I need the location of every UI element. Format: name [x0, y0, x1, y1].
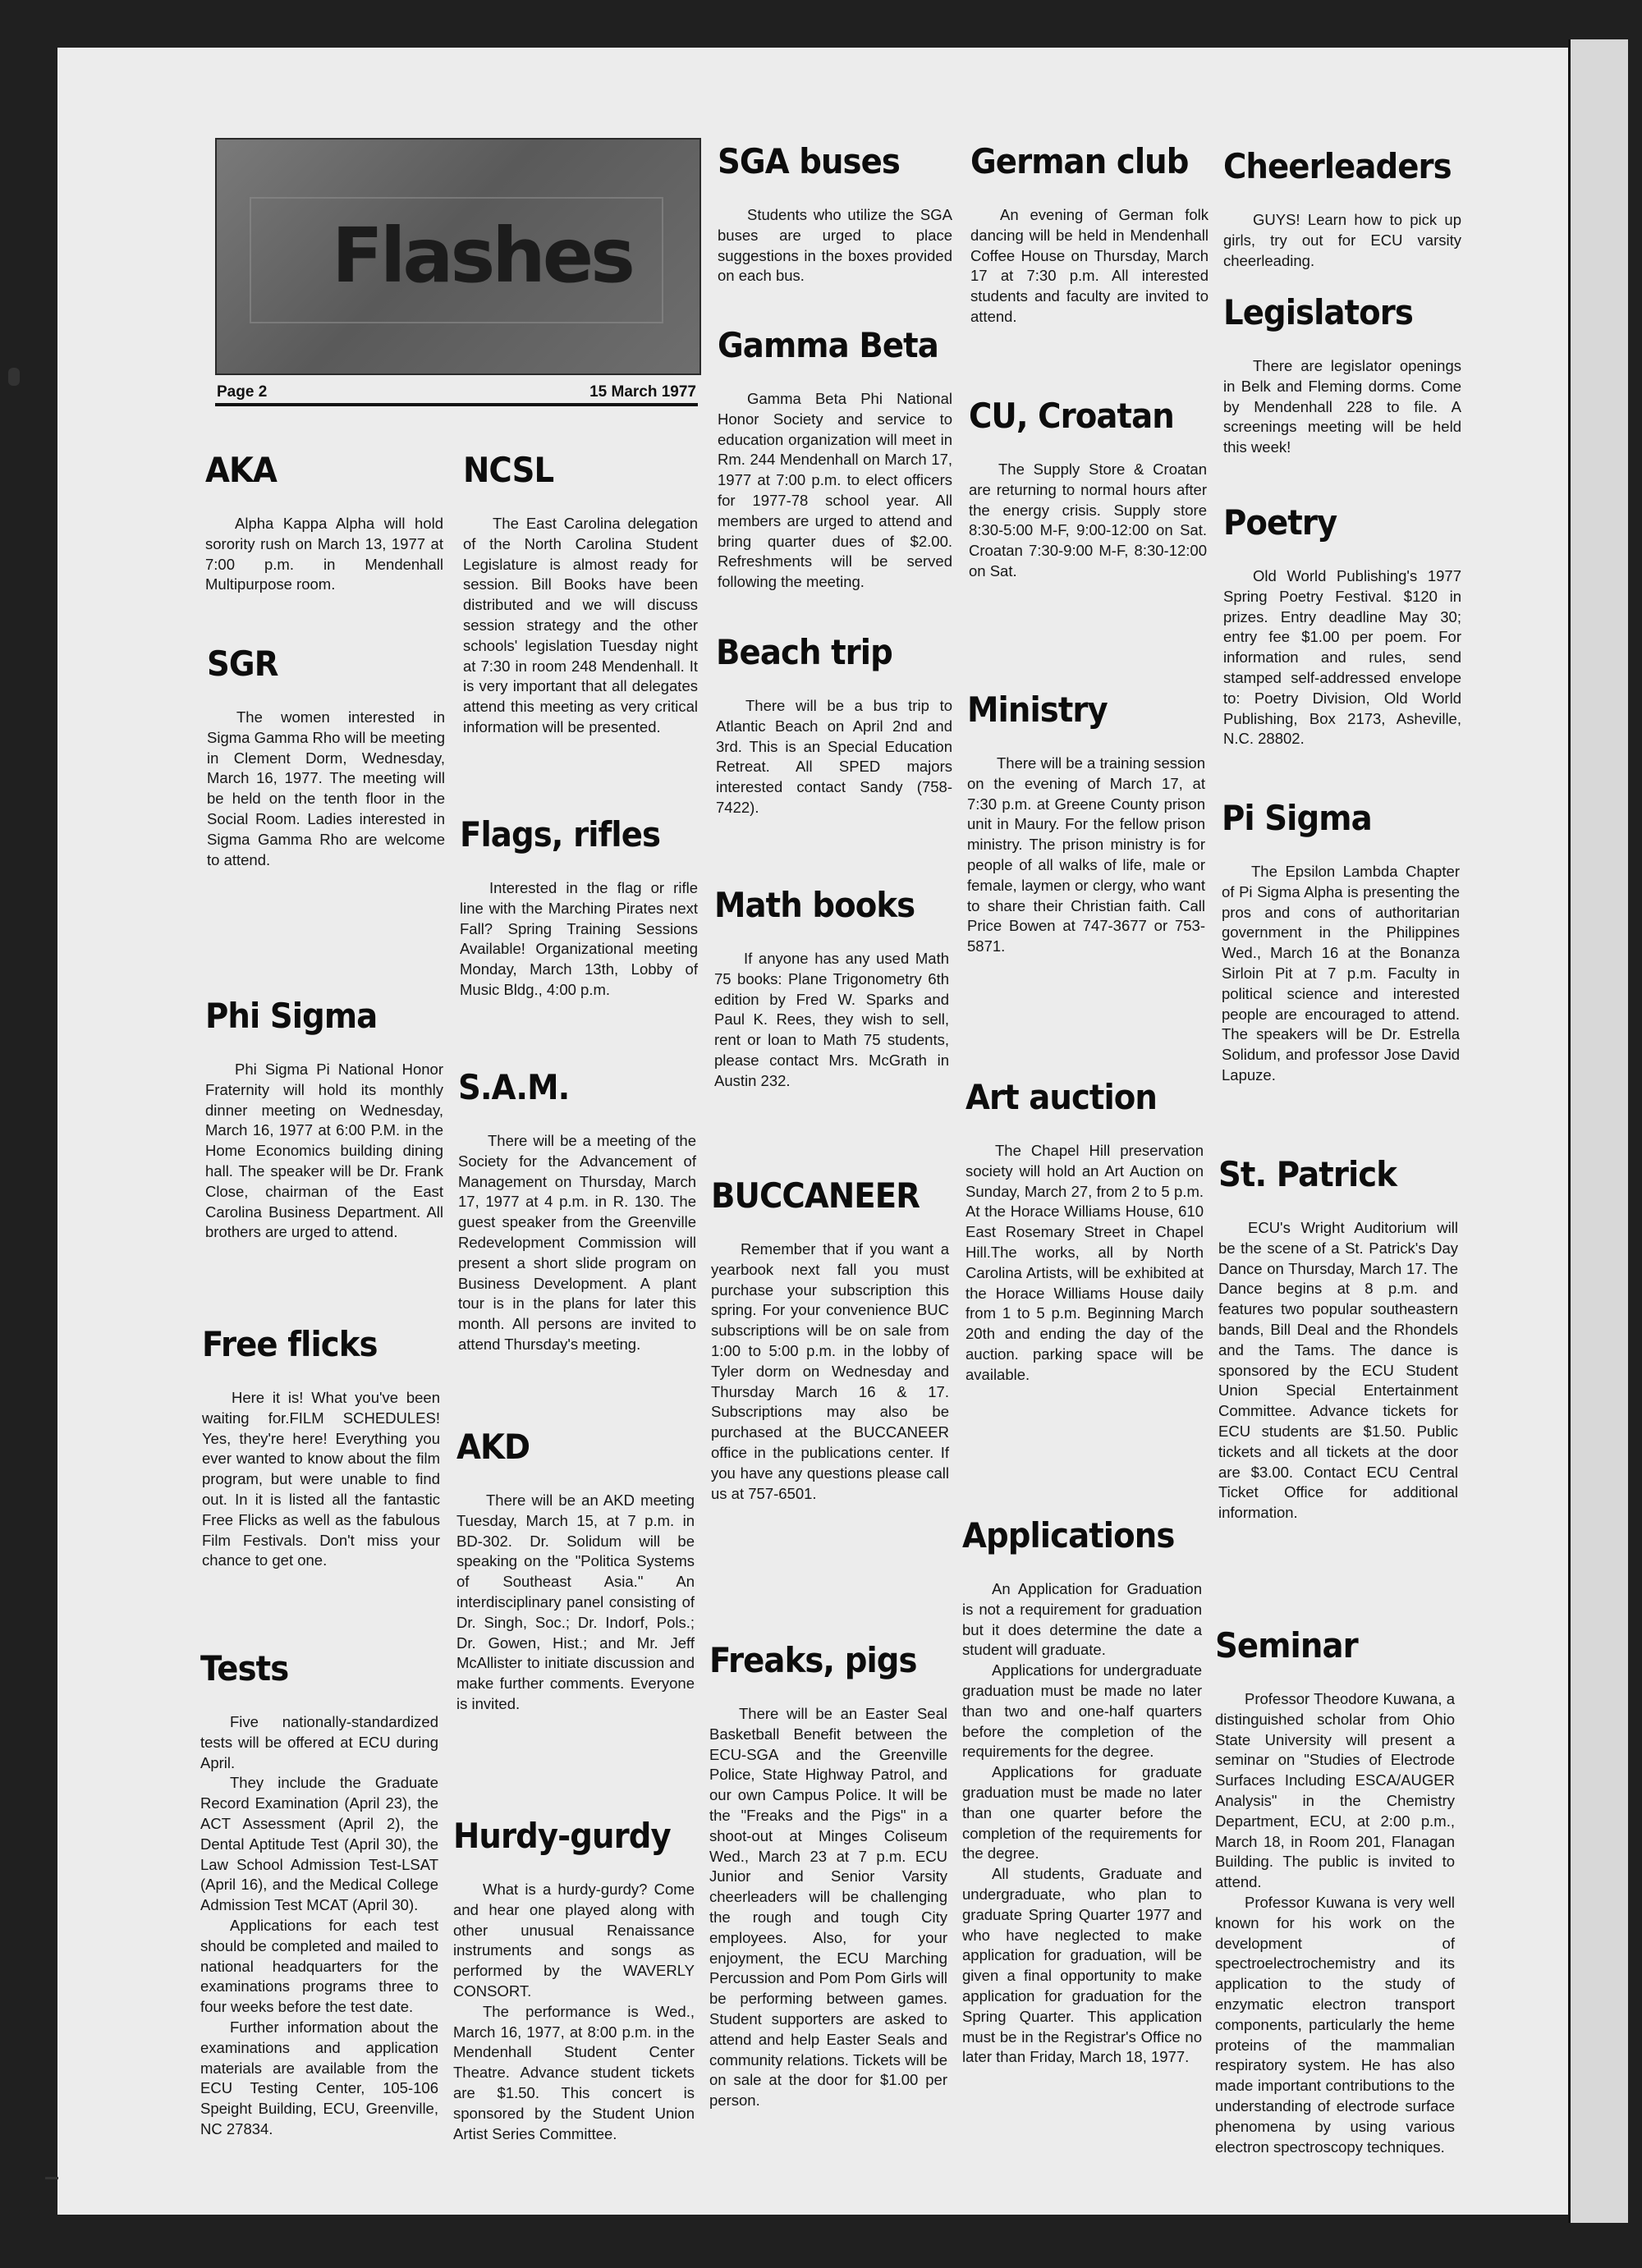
article-title: Flags, rifles [460, 814, 661, 855]
article-body: Remember that if you want a yearbook next fall you must purchase your subscription this spring. For your convenience BUC subscriptions will be on sale from 1:00 to 5:00 p.m. in the lobby of Tyler dorm on Wednesday and Thursday March 16 & 17. Subscriptions may also be purchased at the BUCCANEER office in the publications center. If you have any questions please call us at 757-6501. [711, 1240, 949, 1502]
article-title: NCSL [463, 450, 554, 490]
article-legislators [1223, 292, 1461, 458]
article-title: German club [970, 141, 1189, 181]
article-ministry [967, 690, 1205, 957]
article-german-club [970, 141, 1209, 328]
article-free-flicks [202, 1324, 440, 1571]
article-cheerleaders [1223, 146, 1461, 271]
article-title: CU, Croatan [969, 396, 1174, 436]
article-buccaneer [711, 1175, 949, 1504]
article-body: All students, Graduate and undergraduate, who plan to graduate Spring Quarter 1977 and who have neglected to make application for graduation, will be given a final opportunity to make application for graduation for the Spring Quarter. This application must be in the Registrar's Office no later than Friday, March 18, 1977. [962, 1865, 1202, 2066]
article-title: Legislators [1223, 292, 1414, 332]
scan-speck [45, 2177, 58, 2179]
article-body: The Epsilon Lambda Chapter of Pi Sigma Alpha is presenting the pros and cons of authoritarian government in the Philippines Wed., March 16 at the Bonanza Sirloin Pit at 7 p.m. Faculty in political science and interested people are encouraged to attend. The speakers will be Dr. Estrella Solidum, and professor Jose David Lapuze. [1222, 863, 1460, 1084]
adjacent-page-edge [1568, 39, 1628, 2223]
article-seminar [1215, 1625, 1455, 2157]
article-body: If anyone has any used Math 75 books: Plane Trigonometry 6th edition by Fred W. Sparks and Paul K. Rees, they wish to sell, rent or loan to Math 75 students, please contact Mrs. McGrath in Austin 232. [714, 950, 949, 1089]
article-poetry [1223, 502, 1461, 749]
article-body: What is a hurdy-gurdy? Come and hear one played along with other unusual Renaissance instruments and songs as performed by the WAVERLY CONSORT. [453, 1881, 695, 2000]
article-title: SGR [207, 644, 278, 684]
article-body: The women interested in Sigma Gamma Rho will be meeting in Clement Dorm, Wednesday, March 16, 1977. The meeting will be held on the tenth floor in the Social Room. Ladies interested in Sigma Gamma Rho are welcome to attend. [207, 708, 445, 868]
article-akd [456, 1427, 695, 1715]
article-body: An evening of German folk dancing will be held in Mendenhall Coffee House on Thursday, March 17 at 7:30 p.m. All interested students and faculty are invited to attend. [970, 206, 1209, 325]
article-title: SGA buses [718, 141, 901, 181]
article-title: Seminar [1215, 1625, 1358, 1665]
article-title: Beach trip [716, 632, 892, 672]
article-body: The East Carolina delegation of the North Carolina Student Legislature is almost ready for session. Bill Books have been distributed and we will discuss session strategy and the other schools' legislation Tuesday night at 7:30 in room 248 Mendenhall. It is very important that all delegates attend this meeting as very critical information will be presented. [463, 515, 698, 735]
article-body: Applications for each test should be completed and mailed to national headquarters for the examinations programs three to four weeks before the test date. [200, 1916, 438, 2016]
article-sga-buses [718, 141, 952, 286]
article-body: Here it is! What you've been waiting for.FILM SCHEDULES! Yes, they're here! Everything you ever wanted to know about the film program, but were unable to find out. In it is listed all the fantastic Free Flicks as well as the fabulous Film Festivals. Don't miss your chance to get one. [202, 1389, 440, 1569]
article-freaks-pigs [709, 1640, 947, 2111]
article-sgr [207, 644, 445, 870]
article-body: The performance is Wed., March 16, 1977, at 8:00 p.m. in the Mendenhall Student Center Theatre. Advance student tickets are $1.50. This concert is sponsored by the Student Union Artist Series Committee. [453, 2002, 695, 2142]
article-title: AKD [456, 1427, 530, 1467]
article-body: Applications for undergraduate graduation must be made no later than two and one-half quarters before the completion of the requirements for the degree. [962, 1661, 1202, 1761]
article-body: There will be a meeting of the Society for the Advancement of Management on Thursday, March 17, 1977 at 4 p.m. in R. 130. The guest speaker from the Greenville Redevelopment Commission will present a short slide program on Business Development. A plant tour is in the plans for later this month. All persons are invited to attend Thursday's meeting. [458, 1132, 696, 1353]
article-title: Math books [714, 885, 915, 925]
article-title: Free flicks [202, 1324, 378, 1364]
article-body: Phi Sigma Pi National Honor Fraternity will hold its monthly dinner meeting on Wednesday, March 16, 1977 at 6:00 P.M. in the Home Economics building dining hall. The speaker will be Dr. Frank Close, chairman of the East Carolina Business Department. All brothers are urged to attend. [205, 1061, 443, 1241]
article-math-books [714, 885, 949, 1092]
article-gamma-beta [718, 325, 952, 593]
article-body: Further information about the examinations and application materials are available from the ECU Testing Center, 105-106 Speight Building, ECU, Greenville, NC 27834. [200, 2018, 438, 2137]
article-title: BUCCANEER [711, 1175, 920, 1216]
article-applications [962, 1515, 1202, 2068]
article-body: The Chapel Hill preservation society will hold an Art Auction on Sunday, March 27, from 2 to 5 p.m. At the Horace Williams House, 610 East Rosemary Street in Chapel Hill.The works, all by North Carolina Artists, will be exhibited at the Horace Williams House daily from 1 to 5 p.m. Beginning March 20th and ending the day of the auction. parking space will be available. [965, 1142, 1204, 1383]
article-hurdy-gurdy [453, 1816, 695, 2144]
article-title: Art auction [965, 1077, 1158, 1117]
article-title: Freaks, pigs [709, 1640, 917, 1680]
article-body: GUYS! Learn how to pick up girls, try out for ECU varsity cheerleading. [1223, 211, 1461, 269]
article-body: Five nationally-standardized tests will be offered at ECU during April. [200, 1713, 438, 1771]
article-body: Old World Publishing's 1977 Spring Poetry Festival. $120 in prizes. Entry deadline May 30; entry fee $1.00 per poem. For information and rules, send stamped self-addressed envelope to: Poetry Division, Old World Publishing, Box 2173, Asheville, N.C. 28802. [1223, 567, 1461, 748]
issue-date: 15 March 1977 [589, 383, 696, 401]
article-cu-croatan [969, 396, 1207, 582]
article-body: There are legislator openings in Belk and Fleming dorms. Come by Mendenhall 228 to file. A screenings meeting will be held this week! [1223, 357, 1461, 456]
article-body: They include the Graduate Record Examination (April 23), the ACT Assessment (April 2), the Dental Aptitude Test (April 30), the Law School Admission Test-LSAT (April 16), and the Medical College Admission Test MCAT (April 30). [200, 1774, 438, 1914]
article-title: Tests [200, 1648, 289, 1688]
article-title: Ministry [967, 690, 1108, 730]
article-body: Interested in the flag or rifle line with the Marching Pirates next Fall? Spring Training Sessions Available! Organizational meeting Monday, March 13th, Lobby of Music Bldg., 4:00 p.m. [460, 879, 698, 998]
article-st-patrick [1218, 1154, 1458, 1523]
article-phi-sigma [205, 996, 443, 1243]
article-title: Phi Sigma [205, 996, 378, 1036]
article-aka [205, 450, 443, 595]
article-title: Gamma Beta [718, 325, 938, 365]
article-flags-rifles [460, 814, 698, 1001]
page-number: Page 2 [217, 383, 268, 401]
article-title: Poetry [1223, 502, 1337, 543]
article-pi-sigma [1222, 798, 1460, 1086]
article-body: There will be an Easter Seal Basketball Benefit between the ECU-SGA and the Greenville Police, State Highway Patrol, and our own Campus Police. It will be the "Freaks and the Pigs" in a shoot-out at Minges Coliseum Wed., March 23 at 7 p.m. ECU Junior and Senior Varsity cheerleaders will be challenging the rough and tough City employees. Also, for your enjoyment, the ECU Marching Percussion and Pom Pom Girls will be performing between games. Student supporters are asked to attend and help Easter Seals and community relations. Tickets will be on sale at the door for $1.00 per person. [709, 1705, 947, 2110]
article-body: Professor Kuwana is very well known for his work on the development of spectroelectrochemistry and its application to the study of enzymatic electron transport components, particularly the heme proteins of the mammalian respiratory system. He has also made important contributions to the understanding of electrode surface phenomena by using various electron spectroscopy techniques. [1215, 1893, 1455, 2156]
article-beach-trip [716, 632, 952, 818]
article-title: AKA [205, 450, 277, 490]
article-title: Cheerleaders [1223, 146, 1452, 186]
article-title: Hurdy-gurdy [453, 1816, 671, 1856]
article-title: Applications [962, 1515, 1175, 1556]
article-body: An Application for Graduation is not a requirement for graduation but it does determine the date a student will graduate. [962, 1580, 1202, 1659]
article-tests [200, 1648, 438, 2140]
article-body: There will be a bus trip to Atlantic Beach on April 2nd and 3rd. This is an Special Education Retreat. All SPED majors interested contact Sandy (758-7422). [716, 697, 952, 816]
article-title: Pi Sigma [1222, 798, 1372, 838]
flashes-logo [215, 138, 701, 375]
article-title: St. Patrick [1218, 1154, 1397, 1194]
article-art-auction [965, 1077, 1204, 1386]
article-body: ECU's Wright Auditorium will be the scene of a St. Patrick's Day Dance on Thursday, March 17. The Dance begins at 8 p.m. and features two popular southeastern bands, Bill Deal and the Rhondels and the Tams. The dance is sponsored by the ECU Student Union Special Entertainment Committee. Advance tickets for ECU students are $1.50. Public tickets and all tickets at the door are $3.00. Contact ECU Central Ticket Office for additional information. [1218, 1219, 1458, 1522]
masthead-bar [215, 380, 698, 406]
article-body: Professor Theodore Kuwana, a distinguished scholar from Ohio State University will present a seminar on "Studies of Electrode Surfaces Including ESCA/AUGER Analysis" in the Chemistry Department, ECU, at 2:00 p.m., March 18, in Room 201, Flanagan Building. The public is invited to attend. [1215, 1690, 1455, 1891]
article-body: There will be an AKD meeting Tuesday, March 15, at 7 p.m. in BD-302. Dr. Solidum will be speaking on the "Politica Systems of Southeast Asia." An interdisciplinary panel consisting of Dr. Singh, Soc.; Dr. Indorf, Pols.; Dr. Gowen, Hist.; and Mr. Jeff McAllister to initiate discussion and make further comments. Everyone is invited. [456, 1491, 695, 1712]
article-ncsl [463, 450, 698, 738]
article-sam [458, 1067, 696, 1355]
logo-text: Flashes [332, 212, 632, 300]
scan-speck [8, 368, 20, 386]
article-body: Applications for graduate graduation must be made no later than one quarter before the completion of the requirements for the degree. [962, 1763, 1202, 1863]
article-body: There will be a training session on the evening of March 17, at 7:30 p.m. at Greene County prison unit in Maury. For the fellow prison ministry. The prison ministry is for people of all walks of life, male or female, laymen or clergy, who want to share their Christian faith. Call Price Bowen at 747-3677 or 753-5871. [967, 754, 1205, 955]
article-body: Gamma Beta Phi National Honor Society and service to education organization will meet in Rm. 244 Mendenhall on March 17, 1977 at 7:00 p.m. to elect officers for 1977-78 school year. All members are urged to attend and bring quarter dues of $2.00. Refreshments will be served following the meeting. [718, 390, 952, 591]
article-body: The Supply Store & Croatan are returning to normal hours after the energy crisis. Supply store 8:30-5:00 M-F, 9:00-12:00 on Sat. Croatan 7:30-9:00 M-F, 8:30-12:00 on Sat. [969, 460, 1207, 580]
article-title: S.A.M. [458, 1067, 570, 1107]
article-body: Alpha Kappa Alpha will hold sorority rush on March 13, 1977 at 7:00 p.m. in Mendenhall Multipurpose room. [205, 515, 443, 593]
article-body: Students who utilize the SGA buses are urged to place suggestions in the boxes provided on each bus. [718, 206, 952, 285]
